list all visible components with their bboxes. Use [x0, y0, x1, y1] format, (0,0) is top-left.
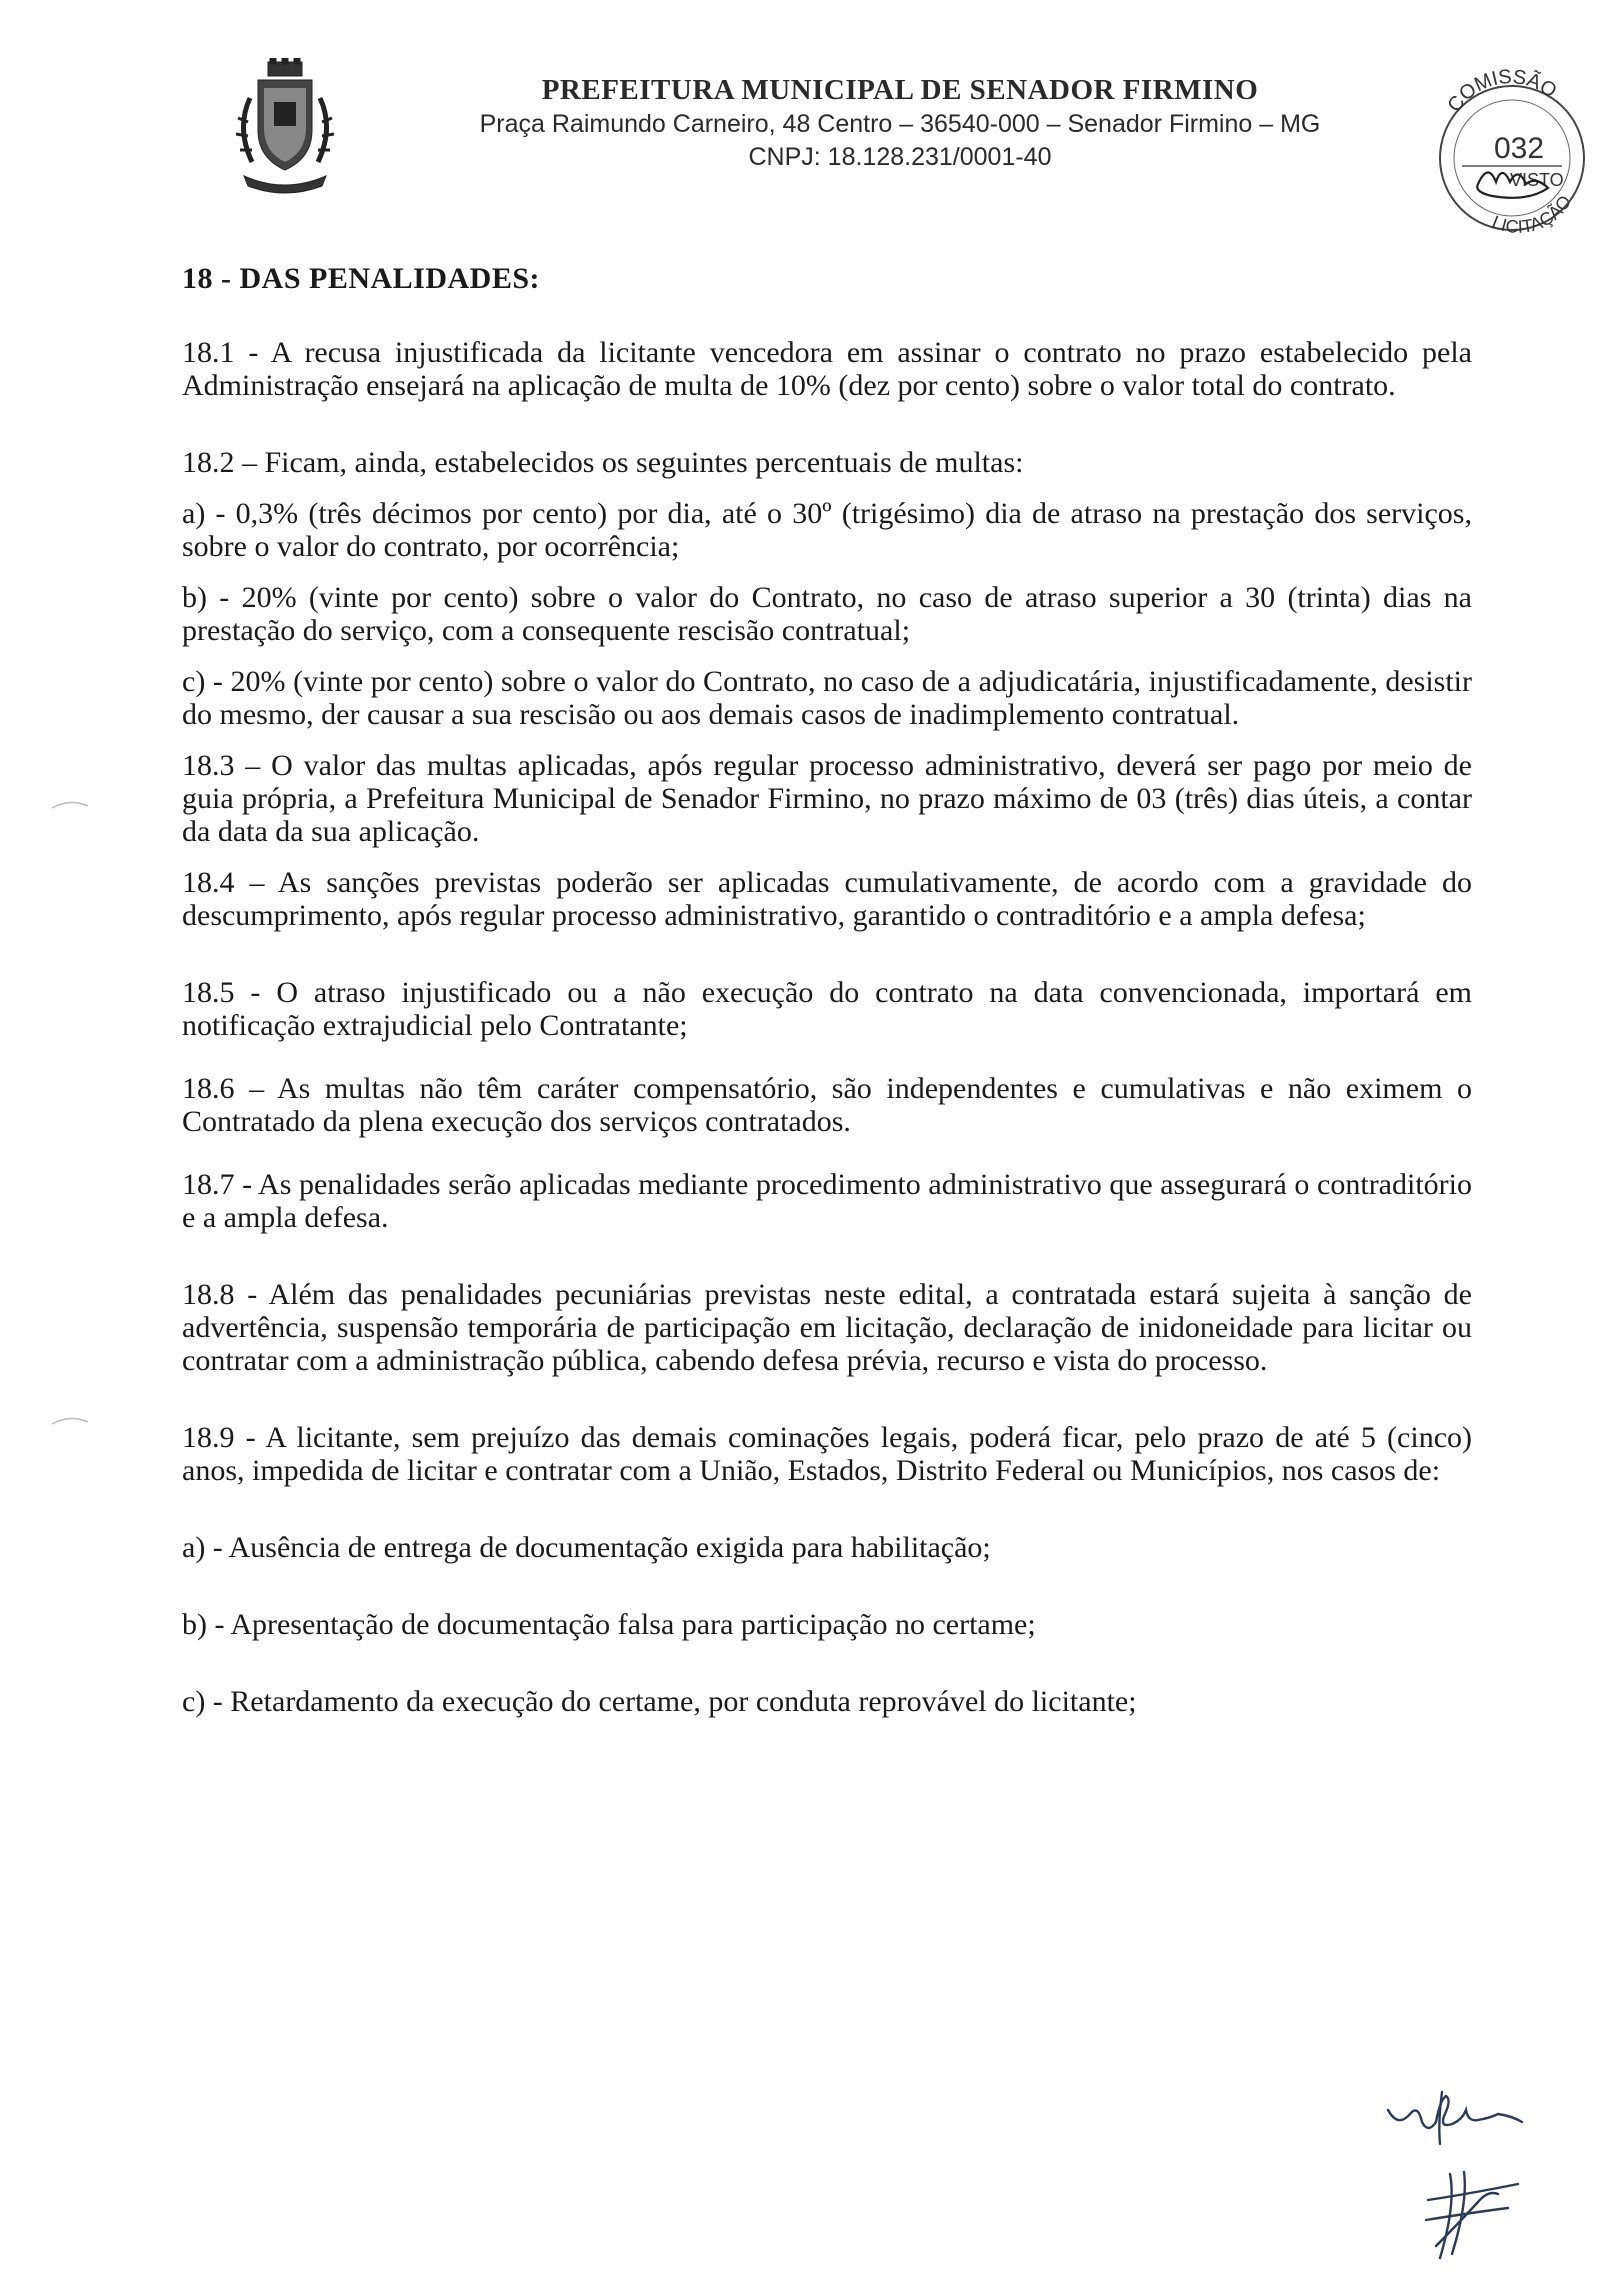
- address-line: Praça Raimundo Carneiro, 48 Centro – 36540-000 – Senador Firmino – MG: [479, 110, 1321, 138]
- stamp-bottom-text: LICITAÇÃO: [1489, 191, 1576, 238]
- stamp-middle-text: VISTO: [1510, 170, 1564, 190]
- paragraph-18-6: 18.6 – As multas não têm caráter compensatório, são independentes e cumulativas e não eximem o Contratado da plena execução dos serviços contratados.: [182, 1072, 1472, 1138]
- letterhead-text: [420, 72, 1380, 174]
- cnpj-line: CNPJ: 18.128.231/0001-40: [748, 143, 1052, 171]
- list-item-a: a) - Ausência de entrega de documentação exigida para habilitação;: [182, 1531, 991, 1564]
- paragraph-18-7: 18.7 - As penalidades serão aplicadas mediante procedimento administrativo que assegurará o contraditório e a ampla defesa.: [182, 1168, 1472, 1234]
- paragraph-18-9: 18.9 - A licitante, sem prejuízo das demais cominações legais, poderá ficar, pelo prazo de até 5 (cinco) anos, impedida de licitar e contratar com a União, Estados, Distrito Federal ou Municípios, nos casos de:: [182, 1421, 1472, 1487]
- letterhead: [0, 0, 1600, 260]
- paragraph-18-2: 18.2 – Ficam, ainda, estabelecidos os seguintes percentuais de multas:: [182, 446, 1024, 479]
- signature-mark: [1380, 2080, 1560, 2270]
- paragraph-18-3: 18.3 – O valor das multas aplicadas, após regular processo administrativo, deverá ser pago por meio de guia própria, a Prefeitura Municipal de Senador Firmino, no prazo máximo de 03 (três) dias úteis, a contar da data da sua aplicação.: [182, 749, 1472, 848]
- paragraph-18-4: 18.4 – As sanções previstas poderão ser aplicadas cumulativamente, de acordo com a gravidade do descumprimento, após regular processo administrativo, garantido o contraditório e a ampla defesa;: [182, 866, 1472, 932]
- paragraph-18-8: 18.8 - Além das penalidades pecuniárias previstas neste edital, a contratada estará sujeita à sanção de advertência, suspensão temporária de participação em licitação, declaração de inidoneidade para licitar ou contratar com a administração pública, cabendo defesa prévia, recurso e vista do processo.: [182, 1278, 1472, 1377]
- document-body: [182, 262, 1472, 1718]
- paragraph-18-1: 18.1 - A recusa injustificada da licitante vencedora em assinar o contrato no prazo estabelecido pela Administração ensejará na aplicação de multa de 10% (dez por cento) sobre o valor total do contrato.: [182, 336, 1472, 402]
- commission-stamp: [1428, 62, 1588, 248]
- svg-text:LICITAÇÃO: [1489, 192, 1575, 237]
- stamp-page-number: 032: [1494, 132, 1545, 165]
- municipality-title: PREFEITURA MUNICIPAL DE SENADOR FIRMINO: [541, 74, 1259, 106]
- coat-of-arms-icon: [230, 58, 340, 198]
- paragraph-18-2-a: a) - 0,3% (três décimos por cento) por dia, até o 30º (trigésimo) dia de atraso na prestação dos serviços, sobre o valor do contrato, por ocorrência;: [182, 497, 1472, 563]
- stamp-top-text: COMISSÃO: [1443, 65, 1561, 117]
- paragraph-18-5: 18.5 - O atraso injustificado ou a não execução do contrato na data convencionada, importará em notificação extrajudicial pelo Contratante;: [182, 976, 1472, 1042]
- list-item-c: c) - Retardamento da execução do certame, por conduta reprovável do licitante;: [182, 1685, 1137, 1718]
- margin-mark: [50, 798, 90, 812]
- margin-mark: [50, 1414, 90, 1428]
- paragraph-18-2-b: b) - 20% (vinte por cento) sobre o valor do Contrato, no caso de atraso superior a 30 (trinta) dias na prestação do serviço, com a consequente rescisão contratual;: [182, 581, 1472, 647]
- paragraph-18-2-c: c) - 20% (vinte por cento) sobre o valor do Contrato, no caso de a adjudicatária, injustificadamente, desistir do mesmo, der causar a sua rescisão ou aos demais casos de inadimplemento contratual.: [182, 665, 1472, 731]
- section-title: 18 - DAS PENALIDADES:: [182, 262, 541, 295]
- list-item-b: b) - Apresentação de documentação falsa para participação no certame;: [182, 1608, 1036, 1641]
